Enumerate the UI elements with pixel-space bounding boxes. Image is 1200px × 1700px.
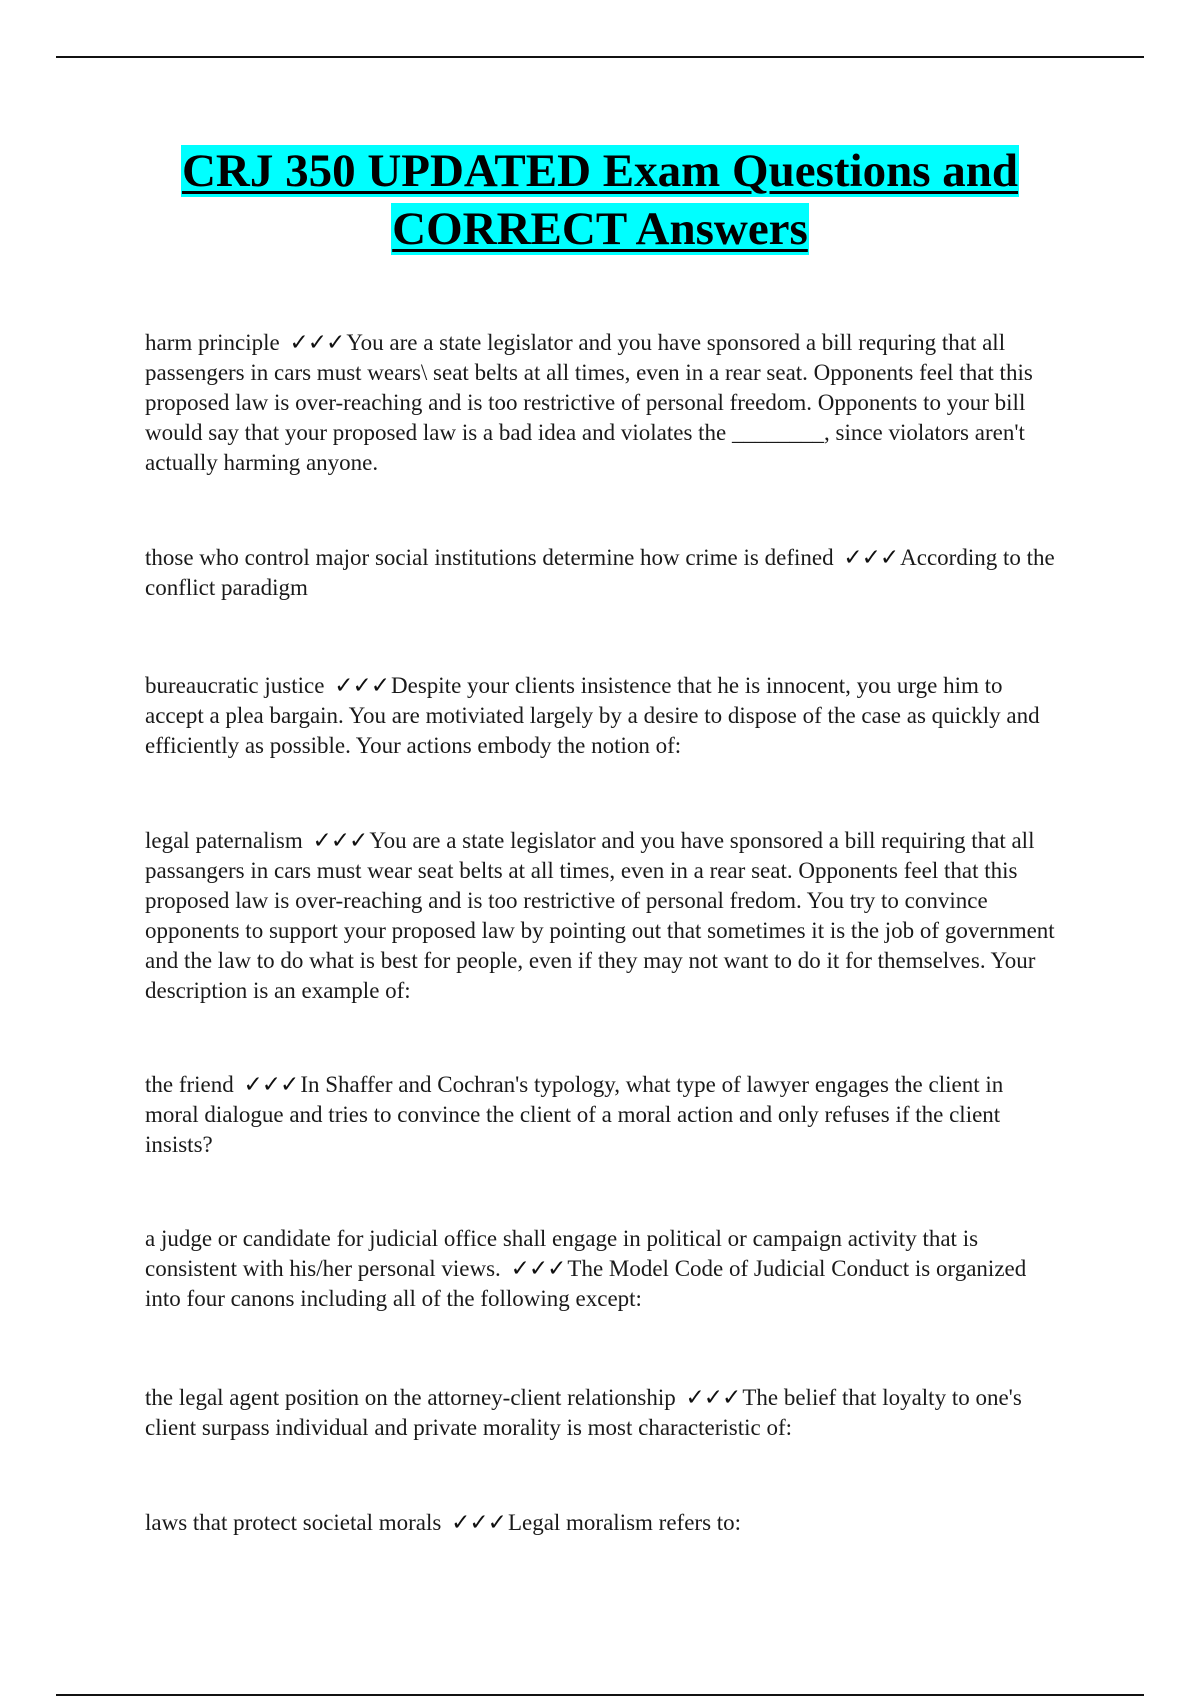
qa-item	[145, 1070, 1055, 1160]
qa-item	[145, 671, 1055, 761]
answer-text: those who control major social institutions determine how crime is defined	[145, 545, 834, 570]
qa-item	[145, 1508, 1055, 1538]
qa-item	[145, 543, 1055, 603]
answer-text: the friend	[145, 1072, 234, 1097]
title-line-2: CORRECT Answers	[392, 203, 808, 255]
answer-text: harm principle	[145, 330, 280, 355]
bottom-rule	[56, 1694, 1144, 1696]
title-line-1: CRJ 350 UPDATED Exam Questions and	[181, 145, 1019, 197]
check-mark-icon: ✓✓✓	[334, 673, 390, 699]
check-mark-icon: ✓✓✓	[243, 1072, 299, 1098]
question-text: Despite your clients insistence that he is innocent, you urge him to accept a plea bargain. You are motiviated largely by a desire to dispose of the case as quickly and efficiently as possible. Your actions embody the notion of:	[145, 673, 1040, 758]
question-text: In Shaffer and Cochran's typology, what type of lawyer engages the client in moral dialogue and tries to convince the client of a moral action and only refuses if the client insists?	[145, 1072, 1004, 1157]
answer-text: bureaucratic justice	[145, 673, 325, 698]
qa-item	[145, 1383, 1055, 1443]
question-text: The Model Code of Judicial Conduct is organized into four canons including all of the following except:	[145, 1256, 1027, 1311]
check-mark-icon: ✓✓✓	[685, 1385, 741, 1411]
question-text: According to the conflict paradigm	[145, 545, 1055, 600]
question-text: You are a state legislator and you have sponsored a bill requiring that all passangers in cars must wear seat belts at all times, even in a rear seat. Opponents feel that this proposed law is over-reaching and is too restrictive of personal fredom. You try to convince opponents to support your proposed law by pointing out that sometimes it is the job of government and the law to do what is best for people, even if they may not want to do it for themselves. Your description is an example of:	[145, 828, 1055, 1003]
answer-text: the legal agent position on the attorney-client relationship	[145, 1385, 676, 1410]
check-mark-icon: ✓✓✓	[451, 1510, 506, 1536]
question-text: You are a state legislator and you have sponsored a bill requring that all passengers in cars must wears\ seat belts at all times, even in a rear seat. Opponents feel that this proposed law is over-reaching and is too restrictive of personal freedom. Opponents to your bill would say that your proposed law is a bad idea and violates the ________, since violators aren't actually harming anyone.	[145, 330, 1033, 475]
answer-text: a judge or candidate for judicial office shall engage in political or campaign activity that is consistent with his/her personal views.	[145, 1226, 979, 1281]
question-text: Legal moralism refers to:	[507, 1510, 742, 1535]
question-text: The belief that loyalty to one's client surpass individual and private morality is most characteristic of:	[145, 1385, 1022, 1440]
answer-text: legal paternalism	[145, 828, 303, 853]
answer-text: laws that protect societal morals	[145, 1510, 442, 1535]
check-mark-icon: ✓✓✓	[289, 330, 345, 356]
qa-item	[145, 328, 1055, 478]
check-mark-icon: ✓✓✓	[510, 1256, 566, 1282]
qa-item	[145, 1224, 1055, 1314]
check-mark-icon: ✓✓✓	[312, 828, 368, 854]
qa-item	[145, 826, 1055, 1006]
check-mark-icon: ✓✓✓	[843, 545, 899, 571]
top-rule	[56, 56, 1144, 58]
page-title	[140, 142, 1060, 258]
